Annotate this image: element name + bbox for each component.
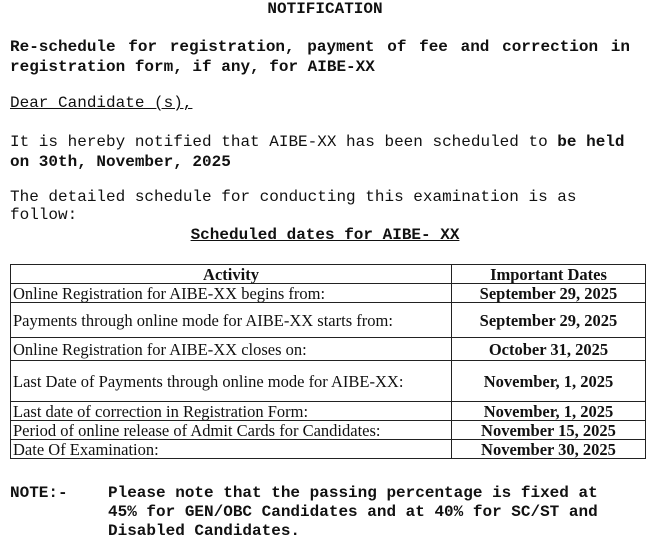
table-row: [11, 284, 646, 303]
notification-title: NOTIFICATION: [267, 0, 383, 18]
table-row: [11, 361, 646, 402]
table-row: [11, 440, 646, 459]
header-activity: Activity: [11, 265, 452, 284]
table-row: [11, 402, 646, 421]
activity-cell: Period of online release of Admit Cards for Candidates:: [11, 421, 452, 440]
activity-cell: Online Registration for AIBE-XX begins from:: [11, 284, 452, 303]
table-row: [11, 338, 646, 361]
intro-bold: be held on 30th, November, 2025: [10, 133, 625, 171]
date-cell: November, 1, 2025: [452, 361, 646, 402]
date-cell: September 29, 2025: [452, 284, 646, 303]
activity-cell: Payments through online mode for AIBE-XX starts from:: [11, 303, 452, 338]
note-label: NOTE:-: [10, 484, 68, 502]
activity-cell: Date Of Examination:: [11, 440, 452, 459]
intro-text: It is hereby notified that AIBE-XX has been scheduled to: [10, 133, 558, 151]
salutation: Dear Candidate (s),: [10, 94, 193, 112]
note-text: Please note that the passing percentage is fixed at 45% for GEN/OBC Candidates and at 40% for SC/ST and Disabled Candidates.: [108, 484, 598, 540]
date-cell: September 29, 2025: [452, 303, 646, 338]
schedule-heading: Scheduled dates for AIBE- XX: [190, 226, 460, 244]
date-cell: November, 1, 2025: [452, 402, 646, 421]
table-row: [11, 303, 646, 338]
activity-cell: Online Registration for AIBE-XX closes on:: [11, 338, 452, 361]
schedule-table: [10, 264, 646, 459]
date-cell: November 15, 2025: [452, 421, 646, 440]
header-dates: Important Dates: [452, 265, 646, 284]
intro-paragraph: [10, 132, 630, 172]
subject-line: Re-schedule for registration, payment of fee and correction in registration form, if any, for AIBE-XX: [10, 38, 630, 76]
detail-paragraph: The detailed schedule for conducting this examination is as follow:: [10, 188, 577, 224]
date-cell: November 30, 2025: [452, 440, 646, 459]
table-row: [11, 421, 646, 440]
activity-cell: Last Date of Payments through online mode for AIBE-XX:: [11, 361, 452, 402]
table-header-row: [11, 265, 646, 284]
date-cell: October 31, 2025: [452, 338, 646, 361]
activity-cell: Last date of correction in Registration Form:: [11, 402, 452, 421]
